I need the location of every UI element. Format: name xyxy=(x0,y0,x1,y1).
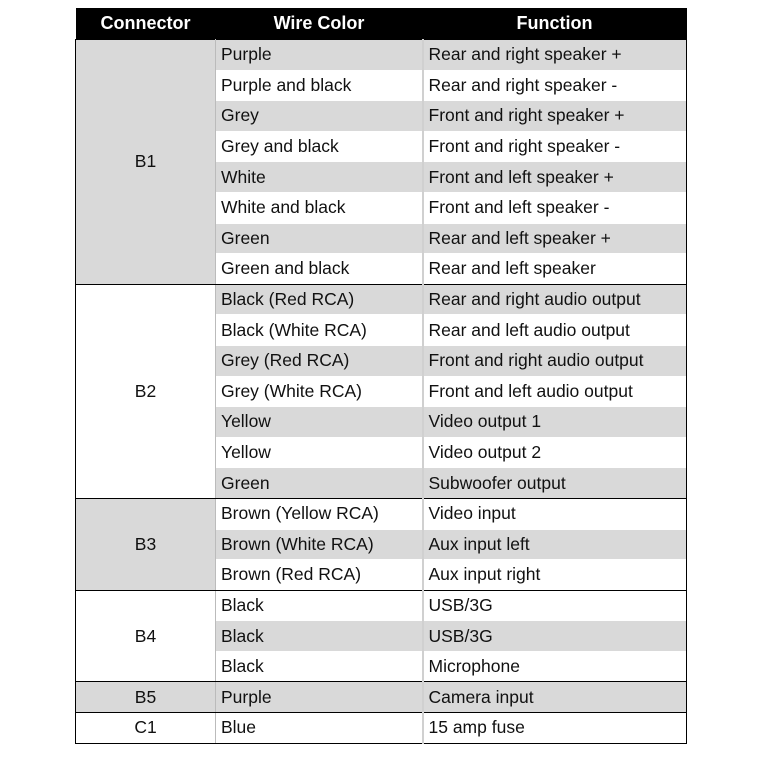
function-cell: 15 amp fuse xyxy=(423,713,687,744)
function-cell: Video output 1 xyxy=(423,407,687,438)
table-row xyxy=(76,682,687,713)
wire-color-cell: Purple xyxy=(216,40,423,71)
wire-color-cell: Yellow xyxy=(216,407,423,438)
wire-color-cell: Purple and black xyxy=(216,70,423,101)
function-cell: Front and left audio output xyxy=(423,376,687,407)
connector-cell: B5 xyxy=(76,682,216,713)
function-cell: Front and left speaker + xyxy=(423,162,687,193)
connector-cell: B1 xyxy=(76,40,216,285)
wire-color-cell: White xyxy=(216,162,423,193)
function-cell: Camera input xyxy=(423,682,687,713)
function-cell: Rear and left audio output xyxy=(423,315,687,346)
table-row xyxy=(76,590,687,621)
wire-color-cell: Black (Red RCA) xyxy=(216,284,423,315)
table-body xyxy=(76,40,687,744)
wire-color-cell: Black xyxy=(216,590,423,621)
wire-color-cell: Black (White RCA) xyxy=(216,315,423,346)
wire-color-cell: Green xyxy=(216,468,423,499)
table-row xyxy=(76,713,687,744)
header-function: Function xyxy=(423,8,687,40)
function-cell: Video output 2 xyxy=(423,437,687,468)
function-cell: Aux input left xyxy=(423,529,687,560)
table-row xyxy=(76,284,687,315)
wire-color-cell: Brown (Yellow RCA) xyxy=(216,498,423,529)
wire-color-cell: Grey (Red RCA) xyxy=(216,345,423,376)
connector-cell: B3 xyxy=(76,498,216,590)
function-cell: Rear and right audio output xyxy=(423,284,687,315)
wiring-table xyxy=(75,8,687,744)
wire-color-cell: Black xyxy=(216,651,423,682)
wire-color-cell: Purple xyxy=(216,682,423,713)
wire-color-cell: Green xyxy=(216,223,423,254)
wire-color-cell: Black xyxy=(216,621,423,652)
wire-color-cell: Green and black xyxy=(216,254,423,285)
wire-color-cell: Grey (White RCA) xyxy=(216,376,423,407)
header-wire-color: Wire Color xyxy=(216,8,423,40)
wire-color-cell: Grey and black xyxy=(216,131,423,162)
header-row xyxy=(76,8,687,40)
function-cell: Microphone xyxy=(423,651,687,682)
wire-color-cell: Blue xyxy=(216,713,423,744)
function-cell: Aux input right xyxy=(423,560,687,591)
wire-color-cell: White and black xyxy=(216,192,423,223)
connector-cell: C1 xyxy=(76,713,216,744)
function-cell: Rear and left speaker xyxy=(423,254,687,285)
wire-color-cell: Grey xyxy=(216,101,423,132)
connector-cell: B4 xyxy=(76,590,216,682)
function-cell: Front and right speaker - xyxy=(423,131,687,162)
function-cell: Subwoofer output xyxy=(423,468,687,499)
function-cell: Video input xyxy=(423,498,687,529)
function-cell: Rear and right speaker - xyxy=(423,70,687,101)
wire-color-cell: Brown (Red RCA) xyxy=(216,560,423,591)
function-cell: USB/3G xyxy=(423,621,687,652)
function-cell: Rear and left speaker + xyxy=(423,223,687,254)
wire-color-cell: Yellow xyxy=(216,437,423,468)
table-row xyxy=(76,498,687,529)
function-cell: Rear and right speaker + xyxy=(423,40,687,71)
function-cell: USB/3G xyxy=(423,590,687,621)
wire-color-cell: Brown (White RCA) xyxy=(216,529,423,560)
function-cell: Front and left speaker - xyxy=(423,192,687,223)
table-row xyxy=(76,40,687,71)
header-connector: Connector xyxy=(76,8,216,40)
function-cell: Front and right speaker + xyxy=(423,101,687,132)
function-cell: Front and right audio output xyxy=(423,345,687,376)
connector-cell: B2 xyxy=(76,284,216,498)
